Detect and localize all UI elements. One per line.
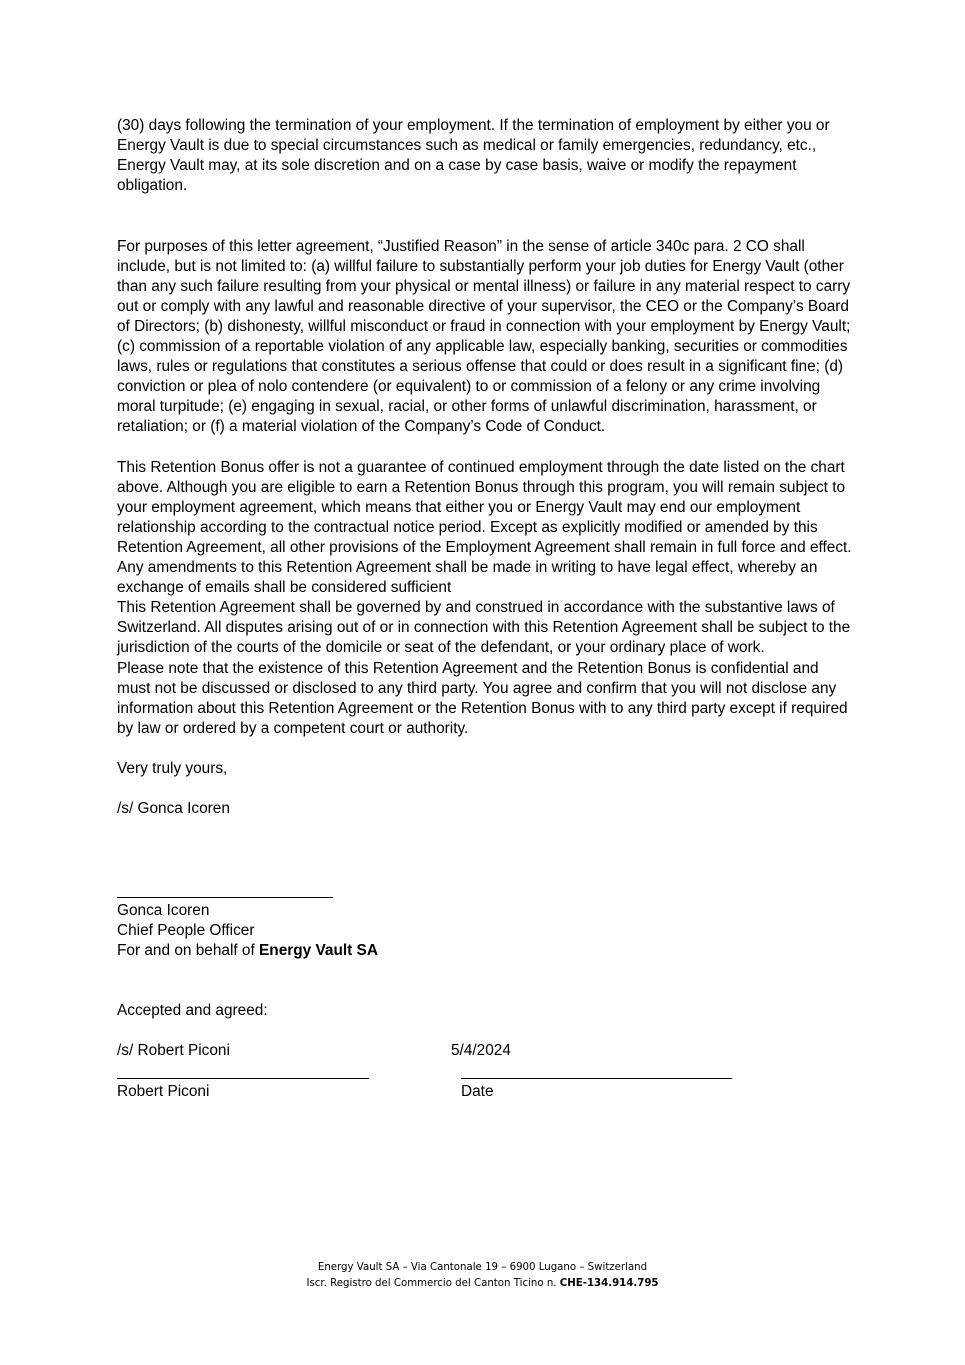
behalf-prefix: For and on behalf of: [117, 942, 260, 959]
footer-registration-number: CHE-134.914.795: [559, 1278, 659, 1289]
paragraph-no-guarantee: This Retention Bonus offer is not a guarantee of continued employment through the date listed on the chart above. Although you are eligible to earn a Retention Bonus through this program, you will remain subject to your employment agreement, which means that either you or Energy Vault may end our employment relationship according to the contractual notice period. Except as explicitly modified or amended by this Retention Agreement, all other provisions of the Employment Agreement shall remain in full force and effect.: [117, 458, 852, 556]
paragraph-amendments: Any amendments to this Retention Agreement shall be made in writing to have legal effect, whereby an exchange of emails shall be considered sufficient: [117, 559, 818, 597]
page-footer: [0, 1260, 965, 1292]
company-name: Energy Vault SA: [259, 942, 378, 959]
employee-signature: /s/ Robert Piconi: [117, 1042, 230, 1059]
date-line: [461, 1078, 732, 1079]
signer-signature: /s/ Gonca Icoren: [117, 800, 230, 818]
signer-title: Chief People Officer: [117, 922, 255, 939]
footer-registration-prefix: Iscr. Registro del Commercio del Canton Ticino n.: [306, 1278, 560, 1289]
date-value: 5/4/2024: [451, 1042, 511, 1059]
footer-address: Energy Vault SA – Via Cantonale 19 – 6900 Lugano – Switzerland: [317, 1262, 648, 1273]
closing-salutation: Very truly yours,: [117, 760, 228, 777]
paragraph-governing-law: This Retention Agreement shall be governed by and construed in accordance with the substantive laws of Switzerland. All disputes arising out of or in connection with this Retention Agreement shall be subject to the jurisdiction of the courts of the domicile or seat of the defendant, or your ordinary place of work.: [117, 599, 851, 657]
paragraph-justified-reason: For purposes of this letter agreement, “Justified Reason” in the sense of article 340c para. 2 CO shall include, but is not limited to: (a) willful failure to substantially perform your job duties for Energy Vault (other than any such failure resulting from your physical or mental illness) or failure in any material respect to carry out or comply with any lawful and reasonable directive of your supervisor, the CEO or the Company’s Board of Directors; (b) dishonesty, willful misconduct or fraud in connection with your employment by Energy Vault; (c) commission of a reportable violation of any applicable law, especially banking, securities or commodities laws, rules or regulations that constitutes a serious offense that could or does result in a significant fine; (d) conviction or plea of nolo contendere (or equivalent) to or commission of a felony or any crime involving moral turpitude; (e) engaging in sexual, racial, or other forms of unlawful discrimination, harassment, or retaliation; or (f) a material violation of the Company’s Code of Conduct.: [117, 237, 851, 436]
paragraph-confidentiality: Please note that the existence of this Retention Agreement and the Retention Bonus is confidential and must not be discussed or disclosed to any third party. You agree and confirm that you will not disclose any information about this Retention Agreement or the Retention Bonus with to any third party except if required by law or ordered by a competent court or authority.: [117, 659, 848, 737]
signer-behalf: [117, 941, 378, 961]
paragraph-repayment: (30) days following the termination of your employment. If the termination of employment by either you or Energy Vault is due to special circumstances such as medical or family emergencies, redundancy, etc., Energy Vault may, at its sole discretion and on a case by case basis, waive or modify the repayment obligation.: [117, 117, 830, 195]
date-label: Date: [461, 1083, 494, 1100]
employee-signature-line: [117, 1078, 369, 1079]
employee-name: Robert Piconi: [117, 1083, 210, 1100]
letter-body: [117, 116, 852, 819]
footer-registration: [0, 1276, 965, 1292]
accepted-label: Accepted and agreed:: [117, 1002, 268, 1019]
signer-signature-line: [117, 897, 333, 898]
signer-name: Gonca Icoren: [117, 902, 210, 919]
